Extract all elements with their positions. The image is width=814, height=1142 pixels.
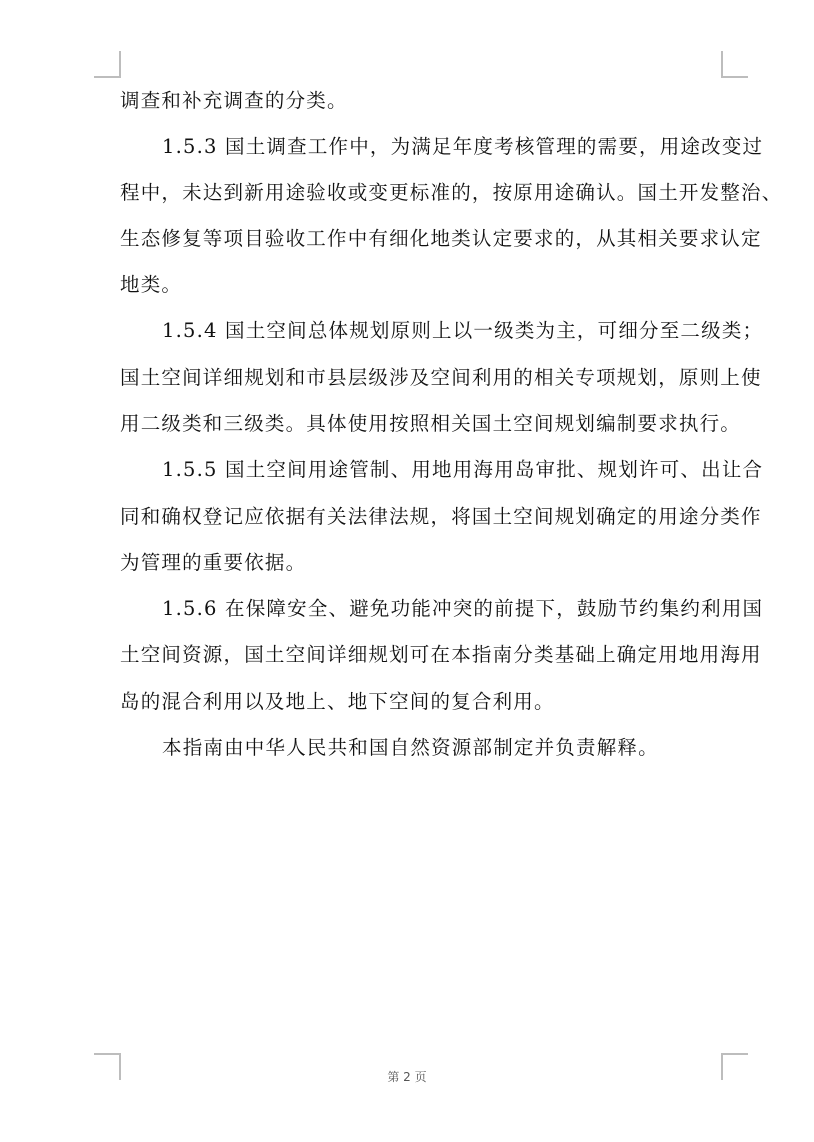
paragraph-1-5-6: 1.5.6 在保障安全、避免功能冲突的前提下，鼓励节约集约利用国 [162,597,764,620]
paragraph-1-5-3: 1.5.3 国土调查工作中，为满足年度考核管理的需要，用途改变过 [162,135,764,158]
text-line: 用二级类和三级类。具体使用按照相关国土空间规划编制要求执行。 [120,412,742,435]
text-line: 程中，未达到新用途验收或变更标准的，按原用途确认。国土开发整治、 [120,181,783,204]
text-line: 生态修复等项目验收工作中有细化地类认定要求的，从其相关要求认定 [120,227,762,250]
text-line: 国土空间详细规划和市县层级涉及空间利用的相关专项规划，原则上使 [120,366,762,389]
text-line: 土空间资源，国土空间详细规划可在本指南分类基础上确定用地用海用 [120,643,762,666]
closing-statement: 本指南由中华人民共和国自然资源部制定并负责解释。 [162,736,659,759]
text-line: 地类。 [120,273,183,296]
corner-mark-top-right-h [721,76,748,78]
text-line: 岛的混合利用以及地上、地下空间的复合利用。 [120,690,555,713]
text-line: 同和确权登记应依据有关法律法规，将国土空间规划确定的用途分类作 [120,505,762,528]
corner-mark-top-left-h [94,76,121,78]
paragraph-1-5-4: 1.5.4 国土空间总体规划原则上以一级类为主，可细分至二级类； [162,319,764,342]
text-line: 调查和补充调查的分类。 [120,89,348,112]
corner-mark-bottom-left-h [94,1053,121,1055]
page-number: 第 2 页 [387,1070,427,1084]
corner-mark-top-right-v [721,51,723,78]
text-line: 为管理的重要依据。 [120,551,307,574]
corner-mark-top-left-v [119,51,121,78]
corner-mark-bottom-right-h [721,1053,748,1055]
paragraph-1-5-5: 1.5.5 国土空间用途管制、用地用海用岛审批、规划许可、出让合 [162,458,764,481]
